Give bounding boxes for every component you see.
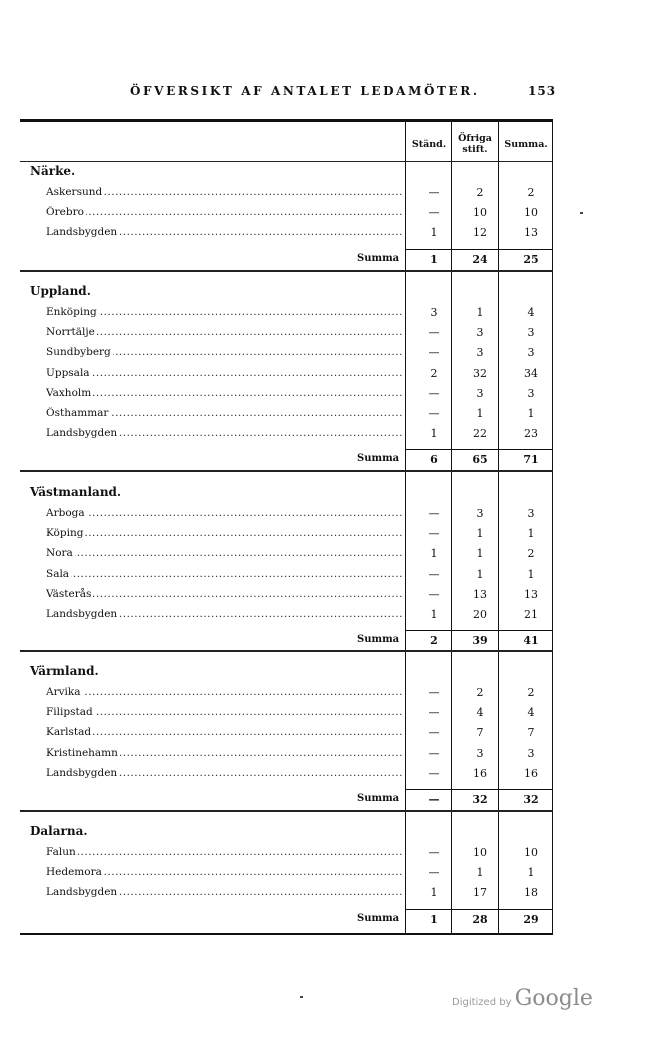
place-label: Östhammar <box>46 407 109 419</box>
sum-label: Summa <box>357 252 400 264</box>
header-rule <box>20 161 553 162</box>
ofriga-cell: 1 <box>476 866 484 880</box>
place-name <box>46 367 404 379</box>
place-label: Falun <box>46 846 76 858</box>
table-row <box>0 767 667 787</box>
summa-cell: 3 <box>527 346 535 360</box>
ofriga-cell: 16 <box>473 766 487 780</box>
place-name <box>46 568 404 580</box>
stand-cell: — <box>428 726 440 740</box>
table-row <box>0 747 667 767</box>
table-row <box>0 346 667 366</box>
ofriga-cell: 32 <box>473 366 487 380</box>
place-label: Nora <box>46 547 73 560</box>
sum-row <box>0 453 667 473</box>
stand-cell: — <box>428 386 440 400</box>
stand-cell: 1 <box>430 427 438 441</box>
summa-cell: 4 <box>527 706 535 720</box>
ofriga-cell: 17 <box>473 886 487 900</box>
table-row <box>0 527 667 547</box>
summa-cell: 16 <box>524 766 538 780</box>
place-name <box>46 407 404 419</box>
sum-label: Summa <box>357 912 400 924</box>
table-row <box>0 568 667 588</box>
sum-ofriga-cell: 39 <box>472 634 488 648</box>
table-row <box>0 326 667 346</box>
place-name <box>46 206 404 218</box>
column-header-summa: Summa. <box>504 139 548 150</box>
watermark-brand: Google <box>514 986 593 1011</box>
summa-cell: 13 <box>524 587 538 601</box>
sum-rule <box>405 909 553 910</box>
place-label: Karlstad <box>46 726 92 739</box>
sum-summa-cell: 41 <box>523 634 539 648</box>
sum-rule <box>405 449 553 450</box>
ofriga-cell: 2 <box>476 186 484 199</box>
summa-cell: 1 <box>527 567 535 581</box>
table-row <box>0 206 667 226</box>
stray-mark <box>580 212 583 214</box>
place-label: Landsbygden <box>46 766 118 779</box>
stand-cell: — <box>428 746 440 760</box>
region-heading: Dalarna. <box>30 824 88 838</box>
stand-cell: — <box>428 186 440 199</box>
table-row <box>0 387 667 407</box>
summa-cell: 3 <box>527 746 535 760</box>
stand-cell: — <box>428 766 440 780</box>
place-label: Sala <box>46 567 70 580</box>
summa-cell: 2 <box>527 547 535 561</box>
place-label: Askersund <box>46 186 103 198</box>
table-row <box>0 686 667 706</box>
place-name <box>46 608 404 620</box>
place-label: Vaxholm <box>46 386 92 399</box>
summa-cell: 2 <box>527 186 535 199</box>
sum-rule <box>405 249 553 250</box>
stray-mark <box>300 996 303 998</box>
summa-cell: 10 <box>524 846 538 859</box>
table-row <box>0 186 667 206</box>
page-number: 153 <box>528 84 557 98</box>
place-label: Kristinehamn <box>46 746 118 759</box>
table-row <box>0 608 667 628</box>
place-name <box>46 886 404 898</box>
ofriga-cell: 10 <box>473 846 487 859</box>
place-name <box>46 186 404 198</box>
summa-cell: 4 <box>527 306 535 319</box>
sum-ofriga-cell: 32 <box>472 793 488 806</box>
ofriga-cell: 3 <box>476 386 484 400</box>
table-row <box>0 367 667 387</box>
summa-cell: 13 <box>524 226 538 240</box>
sum-summa-cell: 71 <box>523 453 539 467</box>
place-name <box>46 387 404 399</box>
sum-summa-cell: 29 <box>523 912 539 926</box>
stand-cell: — <box>428 527 440 541</box>
place-name <box>46 588 404 600</box>
region-heading: Närke. <box>30 164 76 178</box>
place-label: Örebro <box>46 206 84 219</box>
region-heading: Värmland. <box>30 664 99 678</box>
place-name <box>46 846 404 858</box>
ofriga-cell: 4 <box>476 706 484 720</box>
ofriga-cell: 1 <box>476 407 484 420</box>
place-name <box>46 547 404 559</box>
place-label: Landsbygden <box>46 608 118 620</box>
table-row <box>0 507 667 527</box>
sum-ofriga-cell: 28 <box>472 912 488 926</box>
place-label: Hedemora <box>46 866 102 879</box>
ofriga-cell: 3 <box>476 326 484 340</box>
place-label: Västerås <box>46 587 92 600</box>
summa-cell: 1 <box>527 527 535 541</box>
place-label: Sundbyberg <box>46 346 111 359</box>
table-row <box>0 226 667 246</box>
summa-cell: 23 <box>524 427 538 441</box>
summa-cell: 1 <box>527 866 535 880</box>
sum-label: Summa <box>357 634 400 646</box>
summa-cell: 7 <box>527 726 535 740</box>
sum-label: Summa <box>357 793 400 804</box>
ofriga-cell: 12 <box>473 226 487 240</box>
place-label: Enköping <box>46 306 97 318</box>
sum-row <box>0 634 667 654</box>
stand-cell: 2 <box>430 366 438 380</box>
summa-cell: 21 <box>524 608 538 621</box>
place-name <box>46 427 404 439</box>
sum-ofriga-cell: 24 <box>472 252 488 266</box>
table-row <box>0 706 667 726</box>
place-label: Arboga <box>46 507 85 519</box>
ofriga-cell: 1 <box>476 547 484 561</box>
summa-cell: 1 <box>527 407 535 420</box>
summa-cell: 3 <box>527 326 535 340</box>
page-header-title: ÖFVERSIKT AF ANTALET LEDAMÖTER. <box>130 84 480 98</box>
stand-cell: — <box>428 407 440 420</box>
ofriga-cell: 3 <box>476 346 484 360</box>
place-label: Landsbygden <box>46 226 118 239</box>
watermark-prefix: Digitized by <box>452 997 512 1008</box>
table-row <box>0 726 667 746</box>
place-name <box>46 527 404 539</box>
summa-cell: 3 <box>527 386 535 400</box>
sum-stand-cell: 1 <box>430 252 438 266</box>
stand-cell: 1 <box>430 886 438 900</box>
ofriga-cell: 13 <box>473 587 487 601</box>
stand-cell: 3 <box>430 306 438 319</box>
sum-row <box>0 253 667 273</box>
stand-cell: 1 <box>430 608 438 621</box>
place-name <box>46 706 404 718</box>
stand-cell: — <box>428 507 440 520</box>
ofriga-cell: 10 <box>473 206 487 220</box>
place-name <box>46 306 404 318</box>
place-name <box>46 346 404 358</box>
stand-cell: — <box>428 706 440 720</box>
place-name <box>46 747 404 759</box>
stand-cell: — <box>428 846 440 859</box>
ofriga-cell: 20 <box>473 608 487 621</box>
sum-summa-cell: 32 <box>523 793 539 806</box>
place-label: Landsbygden <box>46 886 118 899</box>
region-heading: Uppland. <box>30 284 91 298</box>
table-row <box>0 866 667 886</box>
sum-row <box>0 913 667 933</box>
summa-cell: 18 <box>524 886 538 900</box>
ofriga-cell: 3 <box>476 507 484 520</box>
summa-cell: 2 <box>527 686 535 699</box>
stand-cell: 1 <box>430 547 438 561</box>
stand-cell: — <box>428 866 440 880</box>
place-label: Uppsala <box>46 366 90 379</box>
stand-cell: — <box>428 587 440 601</box>
place-name <box>46 726 404 738</box>
sum-summa-cell: 25 <box>523 252 539 266</box>
summa-cell: 3 <box>527 507 535 520</box>
summa-cell: 10 <box>524 206 538 220</box>
ofriga-cell: 3 <box>476 746 484 760</box>
ofriga-cell: 1 <box>476 527 484 541</box>
place-name <box>46 507 404 519</box>
table-row <box>0 588 667 608</box>
place-name <box>46 767 404 779</box>
stand-cell: — <box>428 686 440 699</box>
sum-stand-cell: — <box>428 793 440 806</box>
watermark <box>452 986 593 1011</box>
stand-cell: — <box>428 346 440 360</box>
ofriga-cell: 22 <box>473 427 487 441</box>
sum-stand-cell: 2 <box>430 634 438 648</box>
stand-cell: — <box>428 326 440 340</box>
sum-stand-cell: 6 <box>430 453 438 467</box>
table-row <box>0 427 667 447</box>
ofriga-cell: 1 <box>476 567 484 581</box>
table-row <box>0 886 667 906</box>
place-name <box>46 326 404 338</box>
ofriga-cell: 2 <box>476 686 484 699</box>
place-label: Filipstad <box>46 706 93 719</box>
region-heading: Västmanland. <box>30 485 122 499</box>
place-name <box>46 866 404 878</box>
column-header-stand: Ständ. <box>411 139 447 150</box>
place-label: Köping <box>46 527 84 540</box>
place-label: Arvika <box>46 686 81 698</box>
place-label: Norrtälje <box>46 326 95 339</box>
table-row <box>0 306 667 326</box>
stand-cell: — <box>428 567 440 581</box>
sum-stand-cell: 1 <box>430 912 438 926</box>
sum-row <box>0 793 667 813</box>
stand-cell: 1 <box>430 226 438 240</box>
table-row <box>0 547 667 567</box>
summa-cell: 34 <box>524 366 538 380</box>
stand-cell: — <box>428 206 440 220</box>
table-row <box>0 407 667 427</box>
sum-ofriga-cell: 65 <box>472 453 488 467</box>
column-header-ofriga: Öfriga stift. <box>458 133 492 155</box>
sum-label: Summa <box>357 453 400 465</box>
ofriga-cell: 7 <box>476 726 484 740</box>
table-row <box>0 846 667 866</box>
place-name <box>46 686 404 698</box>
place-name <box>46 226 404 238</box>
ofriga-cell: 1 <box>476 306 484 319</box>
place-label: Landsbygden <box>46 427 118 440</box>
sum-rule <box>405 789 553 790</box>
sum-rule <box>405 630 553 631</box>
